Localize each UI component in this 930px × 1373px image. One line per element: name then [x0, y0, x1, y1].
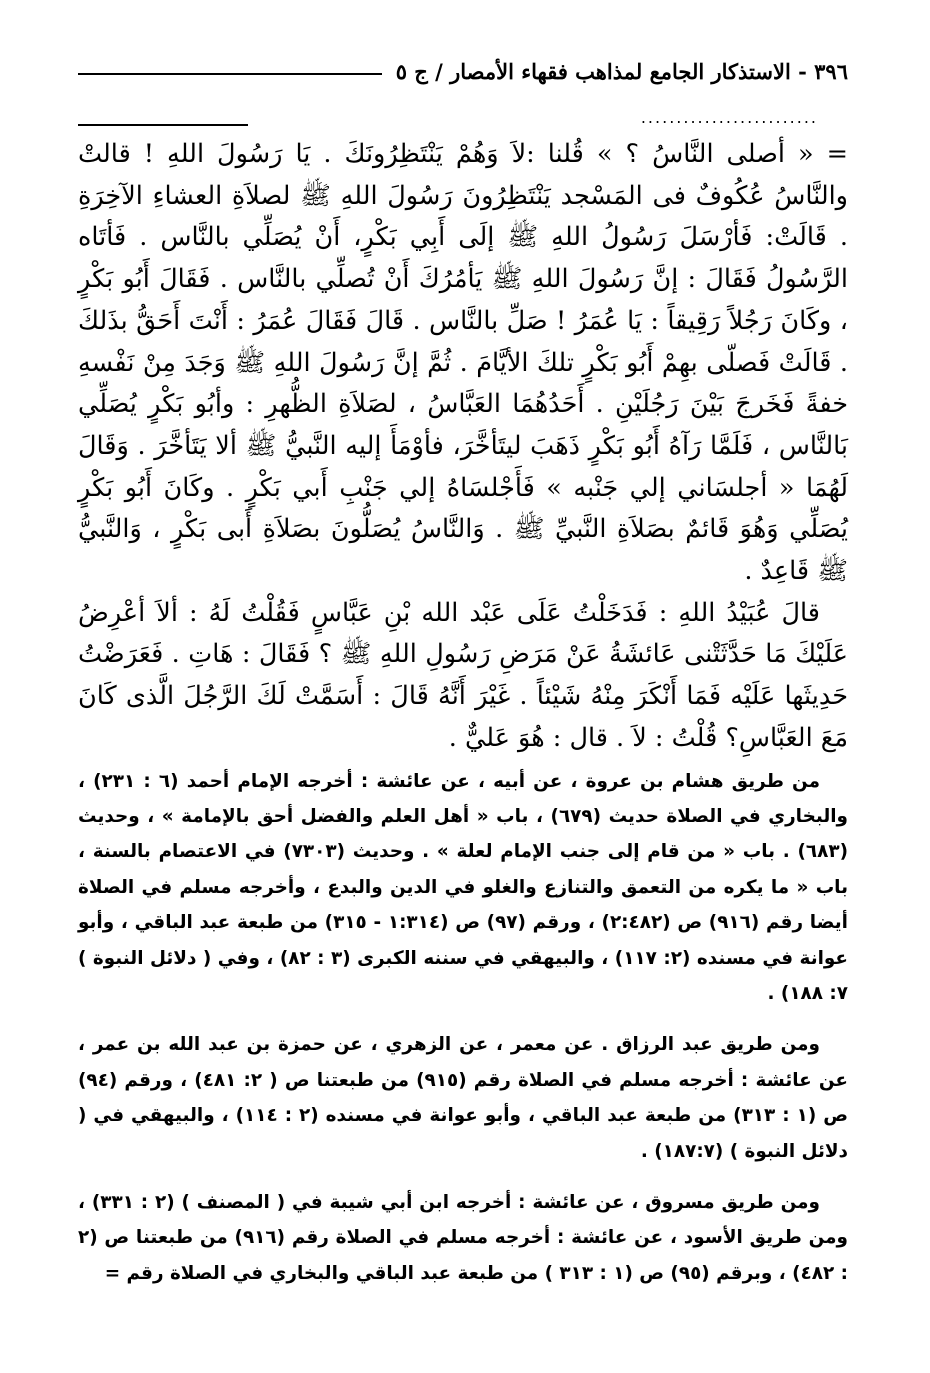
section-separator [78, 94, 848, 134]
takhrij-notes [78, 764, 848, 1292]
takhrij-note-1: من طريق هشام بن عروة ، عن أبيه ، عن عائشة : أخرجه الإمام أحمد (٦ : ٢٣١) ، والبخاري في الصلاة حديث (٦٧٩) ، باب « أهل العلم والفضل أحق بالإمامة » ، وحديث (٦٨٣) . باب « من قام إلى جنب الإمام لعلة » . وحديث (٧٣٠٣) في الاعتصام بالسنة ، باب « ما يكره من التعمق والتنازع والغلو في الدين والبدع ، وأخرجه مسلم في الصلاة أيضا رقم (٩١٦) ص (٢:٤٨٢) ، ورقم (٩٧) ص (١:٣١٤ - ٣١٥) من طبعة عبد الباقي ، وأبو عوانة في مسنده (٢: ١١٧) ، والبيهقي في سننه الكبرى (٣ : ٨٢) ، وفي ( دلائل النبوة ) ٧: ١٨٨) . [78, 770, 848, 1004]
book-page [78, 48, 848, 1291]
header-rule [78, 73, 382, 75]
takhrij-note-3: ومن طريق مسروق ، عن عائشة : أخرجه ابن أبي شيبة في ( المصنف ) (٢ : ٣٣١) ، ومن طريق الأسود ، عن عائشة : أخرجه مسلم في الصلاة رقم (٩١٦) من طبعتنا ص (٢ : ٤٨٢) ، وبرقم (٩٥) ص (١ : ٣١٣ ) من طبعة عبد الباقي والبخاري في الصلاة رقم = [78, 1192, 848, 1284]
hadith-paragraph-1: = « أصلى النَّاسُ ؟ » قُلنا :لاَ وَهُمْ يَنْتَظِرُونَكَ . يَا رَسُولَ اللهِ ! قالتْ والنَّاسُ عُكُوفٌ فى المَسْجد يَنْتَظِرُونَ رَسُولَ اللهِ ﷺ لصلاَةِ العشاءِ الآخِرَةِ . قَالَتْ: فَأرْسَلَ رَسُولُ اللهِ ﷺ إلَى أَبِي بَكْرٍ، أَنْ يُصَلِّي بالنَّاس . فَأتَاه الرَّسُولُ فَقَالَ : إنَّ رَسُولَ اللهِ ﷺ يَأمُرُكَ أَنْ تُصلِّي بالنَّاس . فَقَالَ أَبُو بَكْرٍ ، وكَانَ رَجُلاً رَقِيقاً : يَا عُمَرُ ! صَلِّ بالنَّاس . قَالَ فَقَالَ عُمَرُ : أَنْتَ أَحَقُّ بذَلكَ . قَالَتْ فَصلّى بهِمْ أَبُو بَكْرٍ تلكَ الأيَّامَ . ثُمَّ إنَّ رَسُولَ اللهِ ﷺ وَجَدَ مِنْ نَفْسهِ خفةً فَخَرجَ بَيْنَ رَجُلَيْنِ . أَحَدُهُمَا العَبَّاسُ ، لصَلاَةِ الظُّهرِ : وأبُو بَكْرٍ يُصَلِّي بَالنَّاس ، فَلَمَّا رَآهُ أَبُو بَكْرٍ ذَهَبَ ليتَأخَّرَ، فأوْمَأَ إليه النَّبيُّ ﷺ ألا يَتَأخَّرَ . وَقَالَ لَهُمَا « أجلسَاني إلي جَنْبه » فَأَجْلسَاهُ إلي جَنْبِ أَبي بَكْرٍ . وكَانَ أَبُو بَكْرٍ يُصَلِّي وَهُوَ قَائمٌ بصَلاَةِ النَّبيِّ ﷺ . وَالنَّاسُ يُصَلُّونَ بصَلاَةِ أَبى بَكْرٍ ، وَالنَّبيُّ ﷺ قَاعِدٌ . [78, 139, 848, 587]
page-header [78, 48, 848, 94]
hadith-text [78, 134, 848, 760]
takhrij-note-2: ومن طريق عبد الرزاق . عن معمر ، عن الزهري ، عن حمزة بن عبد الله بن عمر ، عن عائشة : أخرجه مسلم في الصلاة رقم (٩١٥) من طبعتنا ص ( ٢: ٤٨١) ، ورقم (٩٤) ص (١ : ٣١٣) من طبعة عبد الباقي ، وأبو عوانة في مسنده (٢ : ١١٤) ، والبيهقي في ( دلائل النبوة ) (١٨٧:٧) . [78, 1034, 848, 1162]
hadith-paragraph-2: قالَ عُبَيْدُ اللهِ : فَدَخَلْتُ عَلَى عَبْد الله بْنِ عَبَّاسٍ فَقُلْتُ لَهُ : ألاَ أعْرِضُ عَلَيْكَ مَا حَدَّثَتْنى عَائشَةُ عَنْ مَرَضِ رَسُولِ اللهِ ﷺ ؟ فَقَالَ : هَاتِ . فَعَرَضْتُ حَدِيثَها عَلَيْه فَمَا أَنْكَرَ مِنْهُ شَيْئاً . غَيْرَ أَنَّهُ قَالَ : أَسَمَّتْ لَكَ الرَّجُلَ الَّذى كَانَ مَعَ العَبَّاسِ؟ قُلْتُ : لاَ . قال : هُوَ عَليٌّ . [78, 597, 848, 753]
running-title: ٣٩٦ - الاستذكار الجامع لمذاهب فقهاء الأمصار / ج ٥ [395, 58, 848, 84]
footnote-rule [78, 124, 248, 126]
dotted-line: ......................... [640, 108, 818, 127]
